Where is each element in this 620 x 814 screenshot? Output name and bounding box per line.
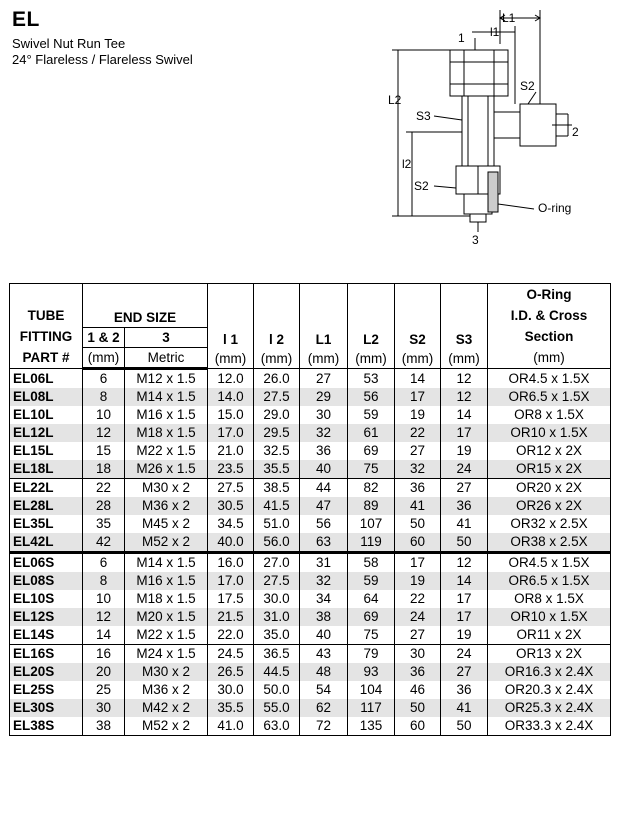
cell-end-size-3: M18 x 1.5 <box>125 424 208 442</box>
header-L2: L2 (mm) <box>348 284 395 369</box>
cell-L2: 89 <box>348 497 395 515</box>
table-row <box>10 460 611 479</box>
cell-end-size-3: M36 x 2 <box>125 497 208 515</box>
table-row <box>10 553 611 573</box>
cell-end-size-3: M30 x 2 <box>125 479 208 498</box>
cell-L1: 36 <box>300 442 348 460</box>
cell-L1: 43 <box>300 645 348 664</box>
cell-part-number: EL14S <box>10 626 83 645</box>
cell-end-size-1-2: 15 <box>83 442 125 460</box>
table-row <box>10 406 611 424</box>
cell-l2: 35.5 <box>254 460 300 479</box>
cell-end-size-3: M14 x 1.5 <box>125 388 208 406</box>
cell-S3: 41 <box>441 515 488 533</box>
cell-l2: 41.5 <box>254 497 300 515</box>
cell-S2: 27 <box>395 442 441 460</box>
cell-L2: 61 <box>348 424 395 442</box>
cell-S2: 60 <box>395 533 441 553</box>
cell-S2: 30 <box>395 645 441 664</box>
label-l2: l2 <box>402 157 412 171</box>
cell-l2: 55.0 <box>254 699 300 717</box>
cell-L2: 93 <box>348 663 395 681</box>
table-row <box>10 645 611 664</box>
cell-L1: 56 <box>300 515 348 533</box>
cell-l2: 32.5 <box>254 442 300 460</box>
label-oring: O-ring <box>538 201 572 215</box>
row-group-2 <box>10 479 611 553</box>
cell-S3: 27 <box>441 663 488 681</box>
cell-S2: 50 <box>395 515 441 533</box>
cell-S3: 36 <box>441 681 488 699</box>
cell-end-size-1-2: 38 <box>83 717 125 736</box>
table-row <box>10 608 611 626</box>
cell-S3: 17 <box>441 424 488 442</box>
cell-L2: 107 <box>348 515 395 533</box>
cell-end-size-1-2: 8 <box>83 572 125 590</box>
header-part: TUBE FITTING PART # <box>10 284 83 369</box>
cell-S3: 12 <box>441 388 488 406</box>
header-l2: l 2 (mm) <box>254 284 300 369</box>
cell-end-size-1-2: 10 <box>83 590 125 608</box>
cell-end-size-3: M20 x 1.5 <box>125 608 208 626</box>
cell-l1: 40.0 <box>208 533 254 553</box>
cell-oring-size: OR12 x 2X <box>488 442 611 460</box>
header-end-size: END SIZE <box>83 284 208 328</box>
cell-end-size-3: M36 x 2 <box>125 681 208 699</box>
cell-oring-size: OR25.3 x 2.4X <box>488 699 611 717</box>
cell-S2: 36 <box>395 479 441 498</box>
label-L1: L1 <box>502 11 516 25</box>
cell-end-size-1-2: 6 <box>83 369 125 389</box>
header-end-1-2-unit: (mm) <box>83 347 125 368</box>
cell-end-size-1-2: 28 <box>83 497 125 515</box>
cell-S3: 24 <box>441 645 488 664</box>
cell-end-size-1-2: 20 <box>83 663 125 681</box>
cell-S2: 41 <box>395 497 441 515</box>
cell-S2: 36 <box>395 663 441 681</box>
cell-l1: 30.5 <box>208 497 254 515</box>
label-S3: S3 <box>416 109 431 123</box>
cell-L1: 32 <box>300 424 348 442</box>
cell-L2: 82 <box>348 479 395 498</box>
header-S3: S3 (mm) <box>441 284 488 369</box>
cell-L2: 59 <box>348 406 395 424</box>
cell-part-number: EL12L <box>10 424 83 442</box>
cell-S3: 27 <box>441 479 488 498</box>
label-S2-bottom: S2 <box>414 179 429 193</box>
cell-S3: 50 <box>441 717 488 736</box>
spec-table <box>9 283 611 736</box>
table-row <box>10 681 611 699</box>
cell-L2: 64 <box>348 590 395 608</box>
cell-end-size-3: M16 x 1.5 <box>125 572 208 590</box>
cell-l1: 41.0 <box>208 717 254 736</box>
label-port-3: 3 <box>472 233 479 247</box>
cell-l1: 24.5 <box>208 645 254 664</box>
cell-l2: 38.5 <box>254 479 300 498</box>
cell-part-number: EL10S <box>10 590 83 608</box>
header-end-3: 3 <box>125 327 208 347</box>
cell-L1: 54 <box>300 681 348 699</box>
cell-S2: 17 <box>395 388 441 406</box>
cell-part-number: EL06L <box>10 369 83 389</box>
table-row <box>10 442 611 460</box>
cell-part-number: EL08S <box>10 572 83 590</box>
cell-end-size-1-2: 14 <box>83 626 125 645</box>
cell-S2: 50 <box>395 699 441 717</box>
cell-L1: 62 <box>300 699 348 717</box>
cell-l2: 29.0 <box>254 406 300 424</box>
cell-S3: 19 <box>441 626 488 645</box>
label-port-2: 2 <box>572 125 579 139</box>
cell-oring-size: OR20 x 2X <box>488 479 611 498</box>
cell-oring-size: OR10 x 1.5X <box>488 608 611 626</box>
row-group-1 <box>10 369 611 479</box>
label-S2-top: S2 <box>520 79 535 93</box>
cell-part-number: EL25S <box>10 681 83 699</box>
cell-end-size-3: M14 x 1.5 <box>125 553 208 573</box>
cell-end-size-1-2: 16 <box>83 645 125 664</box>
cell-oring-size: OR6.5 x 1.5X <box>488 572 611 590</box>
cell-oring-size: OR26 x 2X <box>488 497 611 515</box>
cell-part-number: EL22L <box>10 479 83 498</box>
product-description: 24° Flareless / Flareless Swivel <box>12 52 193 67</box>
cell-end-size-3: M12 x 1.5 <box>125 369 208 389</box>
cell-oring-size: OR32 x 2.5X <box>488 515 611 533</box>
cell-S3: 14 <box>441 406 488 424</box>
cell-end-size-1-2: 25 <box>83 681 125 699</box>
cell-L1: 31 <box>300 553 348 573</box>
cell-oring-size: OR16.3 x 2.4X <box>488 663 611 681</box>
cell-l1: 12.0 <box>208 369 254 389</box>
cell-end-size-3: M52 x 2 <box>125 717 208 736</box>
cell-l2: 26.0 <box>254 369 300 389</box>
cell-S2: 60 <box>395 717 441 736</box>
cell-L2: 104 <box>348 681 395 699</box>
cell-L2: 53 <box>348 369 395 389</box>
table-row <box>10 626 611 645</box>
cell-l2: 27.5 <box>254 572 300 590</box>
cell-end-size-1-2: 42 <box>83 533 125 553</box>
cell-S2: 19 <box>395 406 441 424</box>
cell-end-size-3: M42 x 2 <box>125 699 208 717</box>
header-oring: O-Ring I.D. & Cross Section (mm) <box>488 284 611 369</box>
header-l1: l 1 (mm) <box>208 284 254 369</box>
cell-end-size-3: M30 x 2 <box>125 663 208 681</box>
table-row <box>10 717 611 736</box>
cell-oring-size: OR15 x 2X <box>488 460 611 479</box>
cell-part-number: EL18L <box>10 460 83 479</box>
cell-end-size-3: M22 x 1.5 <box>125 626 208 645</box>
cell-S3: 50 <box>441 533 488 553</box>
cell-l1: 14.0 <box>208 388 254 406</box>
fitting-diagram <box>372 4 612 248</box>
cell-l1: 21.5 <box>208 608 254 626</box>
cell-L1: 44 <box>300 479 348 498</box>
cell-L2: 75 <box>348 626 395 645</box>
table-row <box>10 479 611 498</box>
label-l1: l1 <box>490 25 500 39</box>
cell-S2: 14 <box>395 369 441 389</box>
cell-L1: 29 <box>300 388 348 406</box>
cell-l1: 34.5 <box>208 515 254 533</box>
cell-l1: 15.0 <box>208 406 254 424</box>
cell-oring-size: OR38 x 2.5X <box>488 533 611 553</box>
cell-l1: 17.5 <box>208 590 254 608</box>
cell-part-number: EL30S <box>10 699 83 717</box>
cell-L2: 135 <box>348 717 395 736</box>
cell-S2: 22 <box>395 424 441 442</box>
cell-L2: 117 <box>348 699 395 717</box>
cell-end-size-3: M22 x 1.5 <box>125 442 208 460</box>
cell-l1: 23.5 <box>208 460 254 479</box>
cell-l2: 31.0 <box>254 608 300 626</box>
cell-L1: 40 <box>300 460 348 479</box>
cell-L1: 63 <box>300 533 348 553</box>
table-row <box>10 699 611 717</box>
header-S2: S2 (mm) <box>395 284 441 369</box>
table-row <box>10 663 611 681</box>
cell-oring-size: OR4.5 x 1.5X <box>488 553 611 573</box>
table-row <box>10 533 611 553</box>
cell-end-size-1-2: 10 <box>83 406 125 424</box>
cell-L1: 32 <box>300 572 348 590</box>
cell-L1: 48 <box>300 663 348 681</box>
label-L2: L2 <box>388 93 402 107</box>
cell-L1: 40 <box>300 626 348 645</box>
cell-l2: 51.0 <box>254 515 300 533</box>
cell-end-size-3: M16 x 1.5 <box>125 406 208 424</box>
cell-l2: 44.5 <box>254 663 300 681</box>
header-end-3-unit: Metric <box>125 347 208 368</box>
table-row <box>10 590 611 608</box>
cell-l2: 63.0 <box>254 717 300 736</box>
cell-end-size-1-2: 12 <box>83 608 125 626</box>
table-row <box>10 388 611 406</box>
cell-S2: 27 <box>395 626 441 645</box>
cell-S3: 17 <box>441 608 488 626</box>
cell-S3: 12 <box>441 369 488 389</box>
product-header <box>12 8 193 68</box>
cell-l2: 35.0 <box>254 626 300 645</box>
cell-L1: 47 <box>300 497 348 515</box>
cell-L2: 79 <box>348 645 395 664</box>
cell-S2: 17 <box>395 553 441 573</box>
cell-L1: 72 <box>300 717 348 736</box>
cell-end-size-1-2: 30 <box>83 699 125 717</box>
cell-end-size-3: M52 x 2 <box>125 533 208 553</box>
cell-part-number: EL15L <box>10 442 83 460</box>
cell-part-number: EL35L <box>10 515 83 533</box>
cell-part-number: EL28L <box>10 497 83 515</box>
cell-S3: 41 <box>441 699 488 717</box>
cell-S2: 46 <box>395 681 441 699</box>
cell-l1: 22.0 <box>208 626 254 645</box>
cell-L2: 75 <box>348 460 395 479</box>
cell-oring-size: OR33.3 x 2.4X <box>488 717 611 736</box>
cell-part-number: EL20S <box>10 663 83 681</box>
label-port-1: 1 <box>458 31 465 45</box>
cell-end-size-1-2: 35 <box>83 515 125 533</box>
cell-l2: 30.0 <box>254 590 300 608</box>
cell-end-size-1-2: 12 <box>83 424 125 442</box>
cell-end-size-3: M45 x 2 <box>125 515 208 533</box>
cell-S3: 14 <box>441 572 488 590</box>
cell-S2: 22 <box>395 590 441 608</box>
cell-part-number: EL16S <box>10 645 83 664</box>
cell-l2: 27.5 <box>254 388 300 406</box>
cell-l1: 17.0 <box>208 424 254 442</box>
cell-end-size-3: M26 x 1.5 <box>125 460 208 479</box>
cell-end-size-1-2: 18 <box>83 460 125 479</box>
cell-L1: 27 <box>300 369 348 389</box>
cell-S3: 17 <box>441 590 488 608</box>
cell-end-size-1-2: 6 <box>83 553 125 573</box>
cell-L2: 119 <box>348 533 395 553</box>
table-row <box>10 572 611 590</box>
cell-oring-size: OR20.3 x 2.4X <box>488 681 611 699</box>
cell-end-size-3: M18 x 1.5 <box>125 590 208 608</box>
cell-l2: 36.5 <box>254 645 300 664</box>
cell-L2: 69 <box>348 608 395 626</box>
product-code: EL <box>12 8 40 31</box>
cell-l1: 27.5 <box>208 479 254 498</box>
cell-L2: 56 <box>348 388 395 406</box>
cell-part-number: EL12S <box>10 608 83 626</box>
cell-l2: 29.5 <box>254 424 300 442</box>
cell-part-number: EL42L <box>10 533 83 553</box>
table-row <box>10 497 611 515</box>
cell-L1: 38 <box>300 608 348 626</box>
cell-L2: 58 <box>348 553 395 573</box>
cell-S2: 32 <box>395 460 441 479</box>
cell-l1: 30.0 <box>208 681 254 699</box>
cell-part-number: EL06S <box>10 553 83 573</box>
cell-oring-size: OR8 x 1.5X <box>488 406 611 424</box>
cell-oring-size: OR8 x 1.5X <box>488 590 611 608</box>
cell-L1: 34 <box>300 590 348 608</box>
cell-end-size-3: M24 x 1.5 <box>125 645 208 664</box>
cell-l2: 50.0 <box>254 681 300 699</box>
cell-oring-size: OR6.5 x 1.5X <box>488 388 611 406</box>
cell-part-number: EL08L <box>10 388 83 406</box>
cell-oring-size: OR4.5 x 1.5X <box>488 369 611 389</box>
cell-S3: 24 <box>441 460 488 479</box>
cell-oring-size: OR13 x 2X <box>488 645 611 664</box>
cell-S3: 19 <box>441 442 488 460</box>
cell-S3: 12 <box>441 553 488 573</box>
cell-part-number: EL10L <box>10 406 83 424</box>
cell-l1: 26.5 <box>208 663 254 681</box>
cell-S2: 19 <box>395 572 441 590</box>
cell-l2: 56.0 <box>254 533 300 553</box>
header-L1: L1 (mm) <box>300 284 348 369</box>
cell-l1: 16.0 <box>208 553 254 573</box>
cell-S3: 36 <box>441 497 488 515</box>
product-name: Swivel Nut Run Tee <box>12 36 126 51</box>
table-row <box>10 424 611 442</box>
cell-end-size-1-2: 8 <box>83 388 125 406</box>
cell-l1: 35.5 <box>208 699 254 717</box>
table-row <box>10 369 611 389</box>
cell-L2: 59 <box>348 572 395 590</box>
cell-part-number: EL38S <box>10 717 83 736</box>
cell-l2: 27.0 <box>254 553 300 573</box>
row-group-4 <box>10 645 611 736</box>
cell-S2: 24 <box>395 608 441 626</box>
cell-L2: 69 <box>348 442 395 460</box>
cell-oring-size: OR10 x 1.5X <box>488 424 611 442</box>
cell-end-size-1-2: 22 <box>83 479 125 498</box>
row-group-3 <box>10 553 611 645</box>
table-row <box>10 515 611 533</box>
cell-oring-size: OR11 x 2X <box>488 626 611 645</box>
header-end-1-2: 1 & 2 <box>83 327 125 347</box>
cell-L1: 30 <box>300 406 348 424</box>
cell-l1: 21.0 <box>208 442 254 460</box>
cell-l1: 17.0 <box>208 572 254 590</box>
